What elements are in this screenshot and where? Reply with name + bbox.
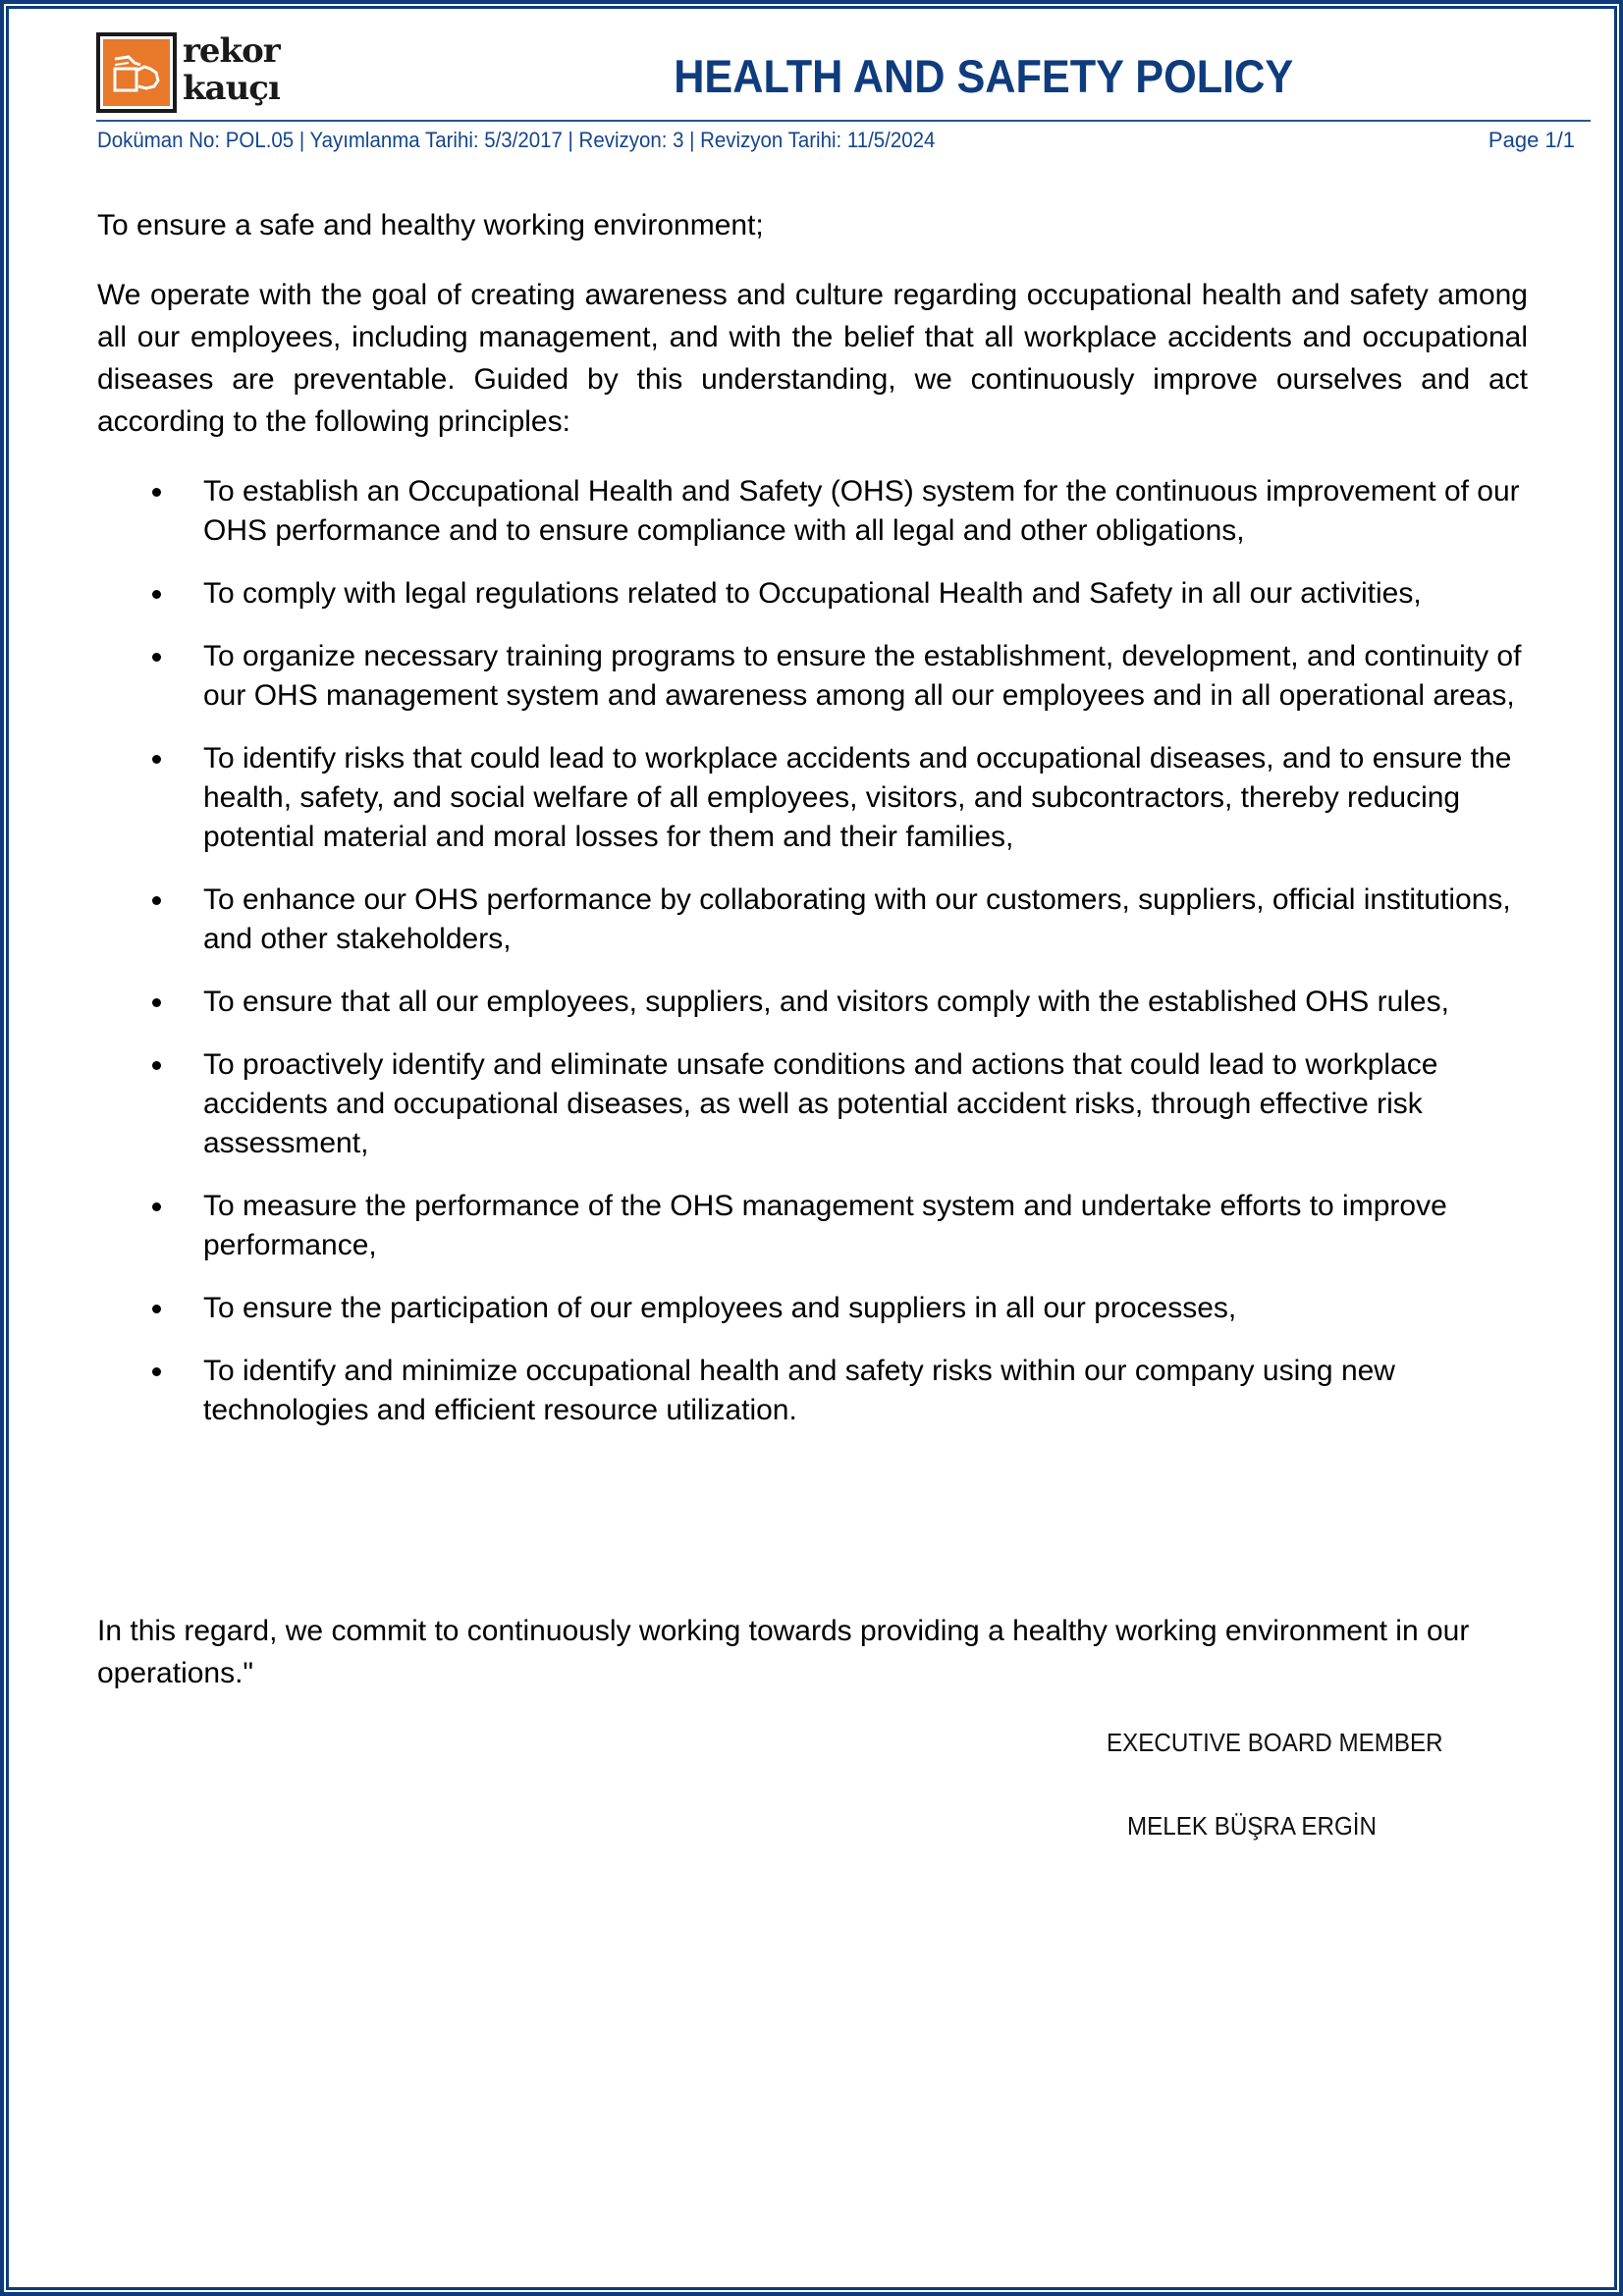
list-item [97,574,1531,614]
principle-text: To proactively identify and eliminate unsafe conditions and actions that could lead to workplace accidents and occupational diseases, as well as potential accident risks, through effective risk assessment, [203,1048,1438,1159]
principle-text: To enhance our OHS performance by collaborating with our customers, suppliers, official institutions, and other stakeholders, [203,883,1511,955]
principle-text: To ensure the participation of our employees and suppliers in all our processes, [203,1292,1237,1324]
policy-paragraph: We operate with the goal of creating awareness and culture regarding occupational health and safety among all our employees, including management, and with the belief that all workplace accidents and occupational diseases are preventable. Guided by this understanding, we continuously improve ourselves and act according to the following principles: [97,279,1528,438]
company-logo [96,32,317,113]
bullet-icon [152,1202,161,1211]
logo-text-line1: rekor [183,31,280,71]
list-item [97,881,1531,959]
list-item [97,1187,1531,1265]
bullet-icon [152,998,161,1007]
bullet-icon [152,1061,161,1070]
logo-wordmark [183,32,280,107]
list-item [97,1289,1531,1328]
principle-text: To identify and minimize occupational health and safety risks within our company using new technologies and efficient resource utilization. [203,1355,1395,1426]
logo-mark [96,32,177,113]
document-metadata: Doküman No: POL.05 | Yayımlanma Tarihi: 5/3/2017 | Revizyon: 3 | Revizyon Tarihi: 11/5/2024 [97,128,936,152]
bullet-icon [152,1305,161,1313]
list-item [97,472,1531,551]
bullet-icon [152,653,161,662]
principle-text: To comply with legal regulations related to Occupational Health and Safety in all our activities, [203,577,1422,610]
principle-text: To establish an Occupational Health and Safety (OHS) system for the continuous improvement of our OHS performance and to ensure compliance with all legal and other obligations, [203,475,1520,547]
principle-text: To ensure that all our employees, suppliers, and visitors comply with the established OHS rules, [203,986,1449,1018]
list-item [97,739,1531,857]
list-item [97,1045,1531,1163]
bullet-icon [152,896,161,905]
document-title: HEALTH AND SAFETY POLICY [674,50,1294,102]
intro-line: To ensure a safe and healthy working environment; [97,209,764,241]
list-item [97,637,1531,716]
logo-text-line2: kauçı [183,69,280,108]
signatory-name: MELEK BÜŞRA ERGİN [1127,1811,1377,1841]
rekor-kaucuk-logo-icon [109,51,168,100]
page-number: Page 1/1 [1488,128,1575,152]
bullet-icon [152,755,161,764]
principles-list [97,472,1531,1454]
header-divider [96,120,1591,122]
bullet-icon [152,590,161,599]
bullet-icon [152,1367,161,1376]
list-item [97,983,1531,1022]
bullet-icon [152,488,161,497]
principle-text: To measure the performance of the OHS management system and undertake efforts to improve performance, [203,1190,1447,1261]
list-item [97,1352,1531,1430]
signatory-title: EXECUTIVE BOARD MEMBER [1107,1728,1443,1757]
principle-text: To identify risks that could lead to workplace accidents and occupational diseases, and to ensure the health, safety, and social welfare of all employees, visitors, and subcontractors, thereby reducing potential material and moral losses for them and their families, [203,742,1512,853]
closing-statement: In this regard, we commit to continuously working towards providing a healthy working environment in our operations." [97,1615,1470,1689]
principle-text: To organize necessary training programs to ensure the establishment, development, and continuity of our OHS management system and awareness among all our employees and in all operational areas, [203,640,1522,712]
